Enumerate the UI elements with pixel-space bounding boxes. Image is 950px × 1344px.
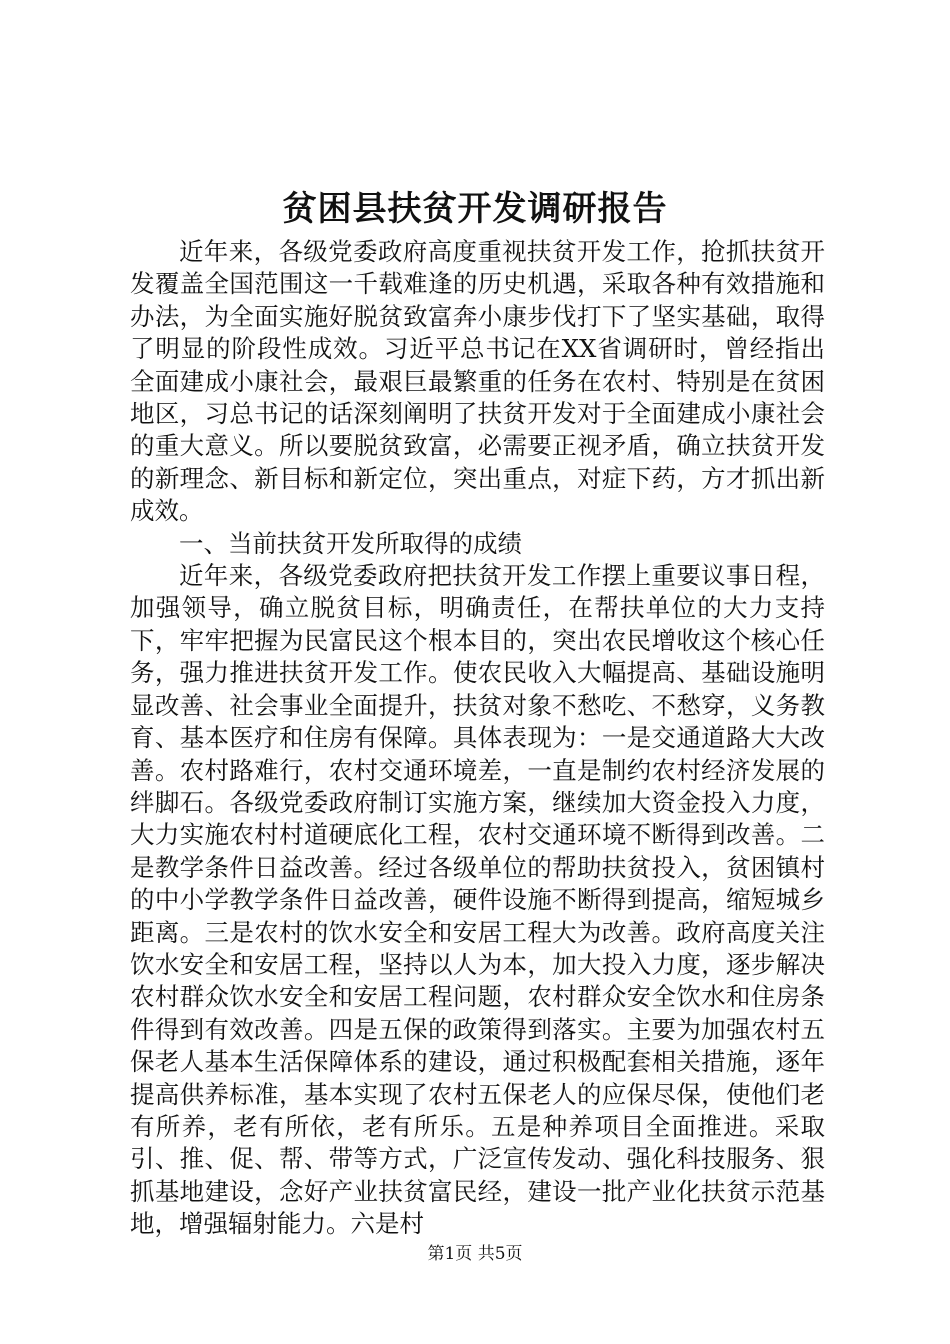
section-heading-1: 一、当前扶贫开发所取得的成绩 <box>179 528 522 558</box>
document-title: 贫困县扶贫开发调研报告 <box>282 189 668 229</box>
body-paragraph-intro: 近年来，各级党委政府高度重视扶贫开发工作，抢抓扶贫开发覆盖全国范围这一千载难逢的历史机遇，采取各种有效措施和办法，为全面实施好脱贫致富奔小康步伐打下了坚实基础，取得了明显的阶段性成效。习近平总书记在XX省调研时，曾经指出全面建成小康社会，最艰巨最繁重的任务在农村、特别是在贫困地区，习总书记的话深刻阐明了扶贫开发对于全面建成小康社会的重大意义。所以要脱贫致富，必需要正视矛盾，确立扶贫开发的新理念、新目标和新定位，突出重点，对症下药，方才抓出新成效。 <box>130 237 825 526</box>
body-paragraph-section-1: 近年来，各级党委政府把扶贫开发工作摆上重要议事日程，加强领导，确立脱贫目标，明确责任，在帮扶单位的大力支持下，牢牢把握为民富民这个根本目的，突出农民增收这个核心任务，强力推进扶贫开发工作。使农民收入大幅提高、基础设施明显改善、社会事业全面提升，扶贫对象不愁吃、不愁穿，义务教育、基本医疗和住房有保障。具体表现为：一是交通道路大大改善。农村路难行，农村交通环境差，一直是制约农村经济发展的绊脚石。各级党委政府制订实施方案，继续加大资金投入力度，大力实施农村村道硬底化工程，农村交通环境不断得到改善。二是教学条件日益改善。经过各级单位的帮助扶贫投入，贫困镇村的中小学教学条件日益改善，硬件设施不断得到提高，缩短城乡距离。三是农村的饮水安全和安居工程大为改善。政府高度关注饮水安全和安居工程，坚持以人为本，加大投入力度，逐步解决农村群众饮水安全和安居工程问题，农村群众安全饮水和住房条件得到有效改善。四是五保的政策得到落实。主要为加强农村五保老人基本生活保障体系的建设，通过积极配套相关措施，逐年提高供养标准，基本实现了农村五保老人的应保尽保，使他们老有所养，老有所依，老有所乐。五是种养项目全面推进。采取引、推、促、帮、带等方式，广泛宣传发动、强化科技服务、狠抓基地建设，念好产业扶贫富民经，建设一批产业化扶贫示范基地，增强辐射能力。六是村 <box>130 561 825 1239</box>
page-number-footer: 第1页 共5页 <box>427 1244 523 1264</box>
document-body <box>130 236 825 1241</box>
